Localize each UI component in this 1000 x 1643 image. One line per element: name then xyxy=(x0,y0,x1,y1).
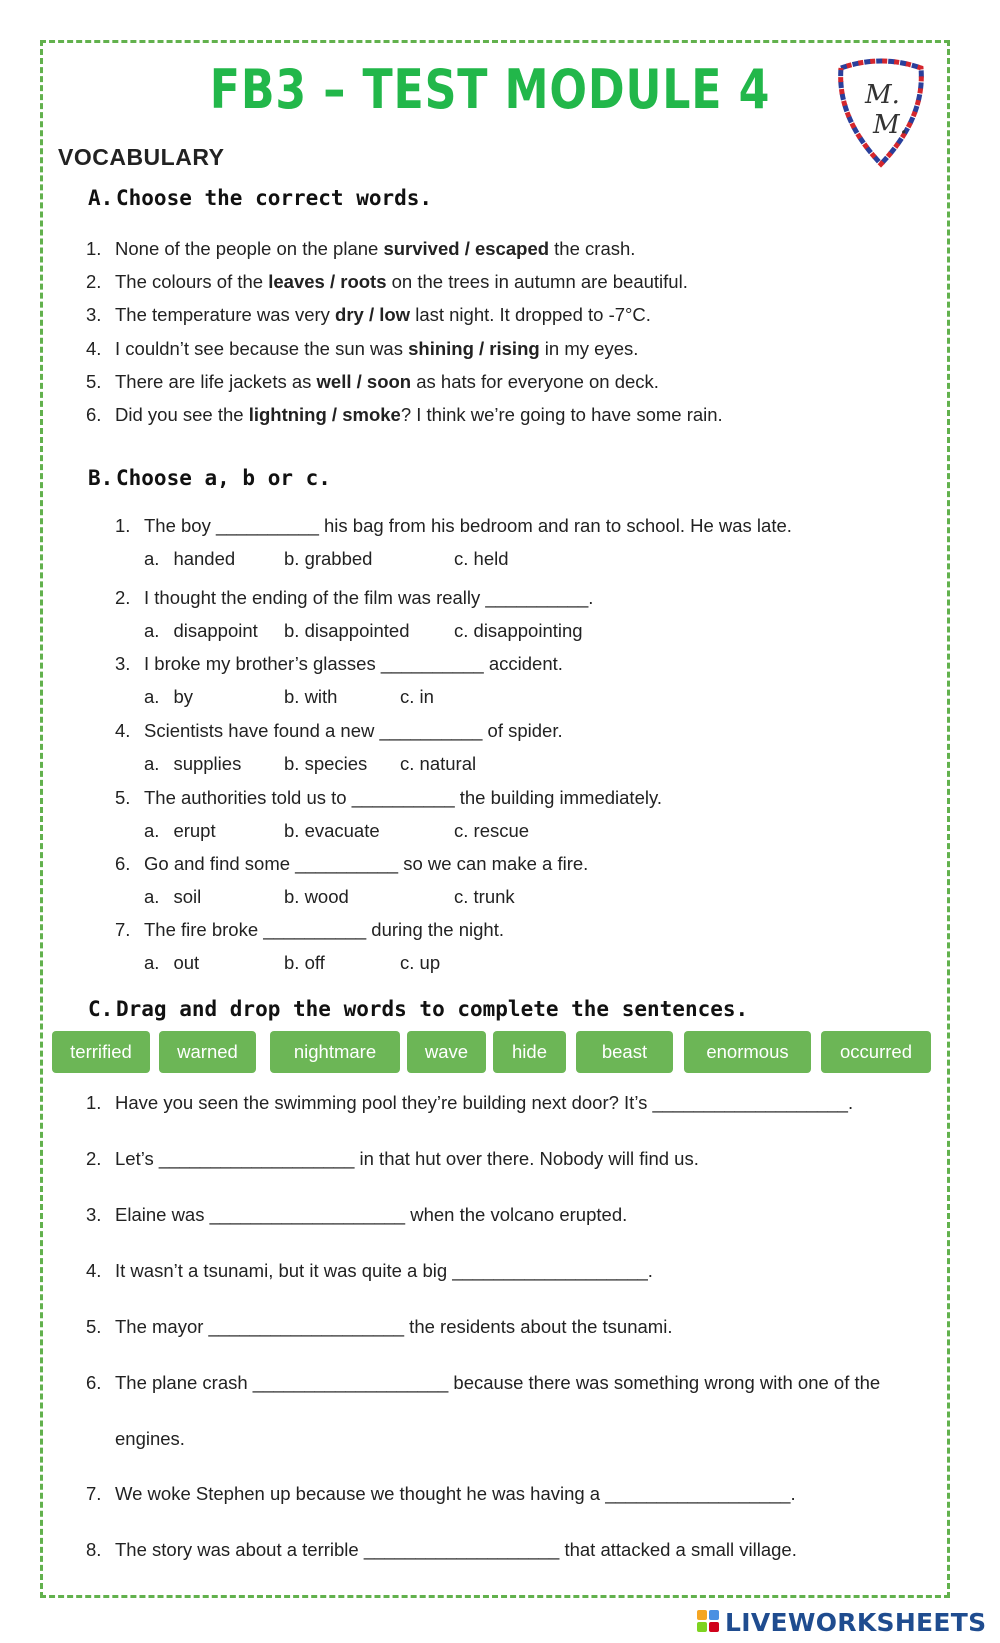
option-letter: a. xyxy=(144,620,160,641)
word-chip-hide[interactable]: hide xyxy=(493,1031,566,1073)
option-b[interactable]: b. wood xyxy=(284,886,349,907)
option-letter: a. xyxy=(144,686,160,707)
word-chip-terrified[interactable]: terrified xyxy=(52,1031,150,1073)
sentence-text: I couldn’t see because the sun was xyxy=(115,338,409,359)
word-chip-nightmare[interactable]: nightmare xyxy=(270,1031,400,1073)
option-letter: a. xyxy=(144,548,160,569)
gap-sentence: Elaine was ___________________ when the volcano erupted. xyxy=(115,1204,628,1225)
option-a[interactable] xyxy=(144,952,199,974)
question-text: The fire broke __________ during the night. xyxy=(144,919,504,940)
option-letter: a. xyxy=(144,820,160,841)
option-c[interactable]: c. held xyxy=(454,548,509,569)
word-chip-wave[interactable]: wave xyxy=(407,1031,486,1073)
vocab-sentence xyxy=(115,271,688,293)
gap-sentence: The story was about a terrible ___________________ that attacked a small village. xyxy=(115,1539,797,1560)
sentence-text: Did you see the xyxy=(115,404,249,425)
liveworksheets-logo[interactable]: LIVEWORKSHEETS xyxy=(697,1604,986,1640)
vocab-sentence xyxy=(115,238,635,260)
option-c[interactable]: c. trunk xyxy=(454,886,515,907)
question-number: 5. xyxy=(115,787,131,808)
question-number: 7. xyxy=(115,919,131,940)
vocab-sentence xyxy=(115,404,723,426)
section-a-heading: A. Choose the correct words. xyxy=(88,186,433,210)
word-choice[interactable]: shining / rising xyxy=(408,338,540,359)
option-text: disappoint xyxy=(173,620,258,641)
option-c[interactable]: c. up xyxy=(400,952,441,973)
question-number: 1. xyxy=(115,515,131,536)
question-number: 1. xyxy=(86,1092,102,1113)
question-number: 3. xyxy=(115,653,131,674)
question-number: 2. xyxy=(86,271,102,292)
option-c[interactable]: c. rescue xyxy=(454,820,530,841)
option-a[interactable] xyxy=(144,620,258,642)
question-text: Scientists have found a new __________ of spider. xyxy=(144,720,563,741)
word-choice[interactable]: survived / escaped xyxy=(383,238,550,259)
word-chip-warned[interactable]: warned xyxy=(159,1031,256,1073)
sentence-text: as hats for everyone on deck. xyxy=(411,371,659,392)
gap-sentence: Let’s ___________________ in that hut over there. Nobody will find us. xyxy=(115,1148,699,1169)
gap-sentence: It wasn’t a tsunami, but it was quite a big ___________________. xyxy=(115,1260,653,1281)
word-chip-occurred[interactable]: occurred xyxy=(821,1031,931,1073)
question-text: The boy __________ his bag from his bedroom and ran to school. He was late. xyxy=(144,515,792,536)
gap-sentence: The mayor ___________________ the residents about the tsunami. xyxy=(115,1316,673,1337)
svg-text:M.: M. xyxy=(865,80,900,110)
word-chip-beast[interactable]: beast xyxy=(576,1031,673,1073)
option-text: handed xyxy=(173,548,236,569)
question-number: 1. xyxy=(86,238,102,259)
gap-sentence-continuation: engines. xyxy=(115,1428,185,1449)
vocab-sentence xyxy=(115,371,659,393)
question-number: 3. xyxy=(86,1204,102,1225)
gap-sentence: We woke Stephen up because we thought he was having a __________________. xyxy=(115,1483,796,1504)
question-number: 8. xyxy=(86,1539,102,1560)
option-c[interactable]: c. disappointing xyxy=(454,620,583,641)
question-number: 4. xyxy=(115,720,131,741)
option-c[interactable]: c. in xyxy=(400,686,434,707)
gap-sentence: Have you seen the swimming pool they’re building next door? It’s ___________________. xyxy=(115,1092,854,1113)
option-text: supplies xyxy=(173,753,242,774)
word-choice[interactable]: dry / low xyxy=(335,304,411,325)
section-c-heading: C. Drag and drop the words to complete the sentences. xyxy=(88,997,749,1021)
sentence-text: the crash. xyxy=(549,238,636,259)
option-letter: a. xyxy=(144,952,160,973)
sentence-text: on the trees in autumn are beautiful. xyxy=(386,271,688,292)
sentence-text: None of the people on the plane xyxy=(115,238,384,259)
svg-text:M.: M. xyxy=(873,110,908,140)
option-text: soil xyxy=(173,886,202,907)
option-b[interactable]: b. off xyxy=(284,952,325,973)
option-text: out xyxy=(173,952,200,973)
section-b-heading: B. Choose a, b or c. xyxy=(88,466,331,490)
word-chip-enormous[interactable]: enormous xyxy=(684,1031,811,1073)
option-text: by xyxy=(173,686,193,707)
worksheet-title: FB3 – TEST MODULE 4 xyxy=(209,58,771,121)
vocab-sentence xyxy=(115,338,638,360)
question-text: Go and find some __________ so we can make a fire. xyxy=(144,853,589,874)
question-number: 6. xyxy=(115,853,131,874)
option-letter: a. xyxy=(144,753,160,774)
option-b[interactable]: b. species xyxy=(284,753,368,774)
word-choice[interactable]: well / soon xyxy=(316,371,412,392)
option-a[interactable] xyxy=(144,686,193,708)
option-a[interactable] xyxy=(144,886,201,908)
sentence-text: The temperature was very xyxy=(115,304,336,325)
question-number: 6. xyxy=(86,1372,102,1393)
question-text: I thought the ending of the film was really __________. xyxy=(144,587,594,608)
question-number: 6. xyxy=(86,404,102,425)
liveworksheets-icon xyxy=(697,1610,721,1634)
option-text: erupt xyxy=(173,820,216,841)
question-number: 4. xyxy=(86,338,102,359)
option-b[interactable]: b. grabbed xyxy=(284,548,373,569)
crest-logo-icon xyxy=(835,58,927,170)
option-a[interactable] xyxy=(144,820,216,842)
sentence-text: There are life jackets as xyxy=(115,371,317,392)
question-number: 7. xyxy=(86,1483,102,1504)
vocab-sentence xyxy=(115,304,651,326)
option-a[interactable] xyxy=(144,548,235,570)
sentence-text: The colours of the xyxy=(115,271,269,292)
question-number: 3. xyxy=(86,304,102,325)
question-number: 5. xyxy=(86,1316,102,1337)
question-text: I broke my brother’s glasses __________ accident. xyxy=(144,653,563,674)
word-choice[interactable]: leaves / roots xyxy=(268,271,387,292)
sentence-text: ? I think we’re going to have some rain. xyxy=(400,404,723,425)
question-number: 2. xyxy=(115,587,131,608)
option-b[interactable]: b. disappointed xyxy=(284,620,410,641)
question-number: 4. xyxy=(86,1260,102,1281)
option-b[interactable]: b. with xyxy=(284,686,338,707)
gap-sentence: The plane crash ___________________ because there was something wrong with one of the xyxy=(115,1372,881,1393)
sentence-text: in my eyes. xyxy=(539,338,639,359)
question-number: 5. xyxy=(86,371,102,392)
option-letter: a. xyxy=(144,886,160,907)
vocabulary-heading: VOCABULARY xyxy=(58,144,225,170)
question-number: 2. xyxy=(86,1148,102,1169)
option-a[interactable] xyxy=(144,753,241,775)
question-text: The authorities told us to __________ the building immediately. xyxy=(144,787,662,808)
option-c[interactable]: c. natural xyxy=(400,753,477,774)
option-b[interactable]: b. evacuate xyxy=(284,820,380,841)
word-choice[interactable]: lightning / smoke xyxy=(248,404,401,425)
sentence-text: last night. It dropped to -7°C. xyxy=(410,304,651,325)
